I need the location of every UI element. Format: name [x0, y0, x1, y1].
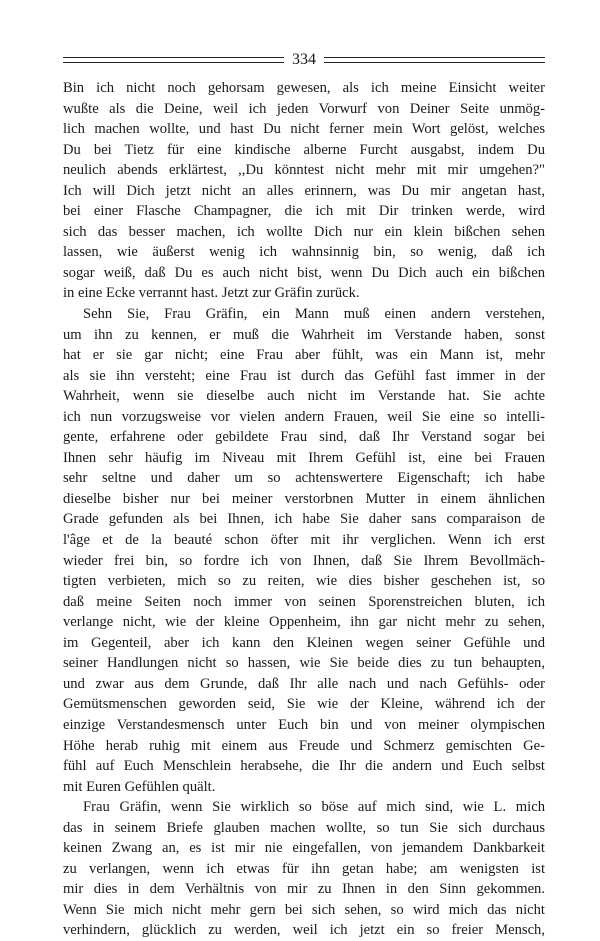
- text-line: einzige Verstandesmensch unter Euch bin und von meiner olympischen: [63, 716, 545, 733]
- text-line: gente, erfahrene oder gebildete Frau sind, daß Ihr Verstand sogar bei: [63, 429, 545, 446]
- text-line: Sehn Sie, Frau Gräfin, ein Mann muß einen andern verstehen,: [83, 306, 545, 323]
- header-rule-right: [324, 57, 545, 63]
- text-line: Frau Gräfin, wenn Sie wirklich so böse auf mich sind, wie L. mich: [83, 799, 545, 816]
- text-line: als sie ihn versteht; eine Frau ist durch das Gefühl fast immer in der: [63, 367, 545, 384]
- text-line: Gemütsmenschen geworden seid, Sie wie der Kleine, während ich der: [63, 696, 545, 713]
- text-line: in eine Ecke verrannt hast. Jetzt zur Gräfin zurück.: [63, 285, 360, 302]
- text-line: keinen Zwang an, es ist mir nie eingefallen, von jemandem Dankbarkeit: [63, 840, 545, 857]
- book-page: [63, 50, 545, 941]
- text-line: tigten verbieten, mich so zu reiten, wie dies bisher geschehen ist, so: [63, 573, 545, 590]
- text-line: sogar weiß, daß Du es auch nicht bist, wenn Du Dich auch ein bißchen: [63, 264, 545, 281]
- text-line: fühl auf Euch Menschlein herabsehe, die Ihr die andern und Euch selbst: [63, 758, 545, 775]
- text-line: mit Euren Gefühlen quält.: [63, 778, 216, 795]
- text-line: daß meine Seiten noch immer von seinen Sporenstreichen bluten, ich: [63, 593, 545, 610]
- page-header: [63, 50, 545, 70]
- text-line: wieder frei bin, so fordre ich von Ihnen, daß Sie Ihrem Bevollmäch-: [63, 552, 545, 569]
- text-line: im Gegenteil, aber ich kann den Kleinen wegen seiner Gefühle und: [63, 634, 545, 651]
- text-line: Ich will Dich jetzt nicht an alles erinnern, was Du mir angetan hast,: [63, 182, 545, 199]
- page-number: 334: [292, 51, 316, 68]
- text-line: mir dies in dem Verhältnis von mir zu Ihnen in den Sinn gekommen.: [63, 881, 545, 898]
- text-line: das in seinem Briefe glauben machen wollte, so tun Sie sich durchaus: [63, 819, 545, 836]
- text-line: Bin ich nicht noch gehorsam gewesen, als ich meine Einsicht weiter: [63, 80, 545, 96]
- text-line: wußte als die Deine, weil ich jeden Vorwurf von Deiner Seite unmög-: [63, 100, 545, 117]
- text-line: um ihn zu kennen, er muß die Wahrheit im Verstande haben, sonst: [63, 326, 545, 343]
- body-text: [63, 78, 545, 941]
- text-line: Wenn Sie mich nicht mehr gern bei sich sehen, so wird mich das nicht: [63, 901, 545, 918]
- text-line: l'âge et de la beauté schon öfter mit ihr verglichen. Wenn ich erst: [63, 532, 545, 549]
- text-line: Höhe herab ruhig mit einem aus Freude und Schmerz gemischten Ge-: [63, 737, 545, 754]
- text-line: Du bei Tietz für eine kindische alberne Furcht ausgabst, indem Du: [63, 141, 545, 158]
- text-line: sich das besser machen, ich wollte Dich nur ein klein bißchen sehen: [63, 223, 545, 240]
- text-line: seiner Handlungen nicht so hassen, wie Sie beide dies zu tun behaupten,: [63, 655, 545, 672]
- text-line: ich nun vorzugsweise vor vielen andern Frauen, weil Sie eine so intelli-: [63, 408, 545, 425]
- text-line: verhindern, glücklich zu werden, weil ich jetzt ein so freier Mensch,: [63, 922, 545, 939]
- text-line: neulich abends erklärtest, ,,Du könntest nicht mehr mit mir umgehen?": [63, 162, 545, 179]
- text-line: und zwar aus dem Grunde, daß Ihr alle nach und nach Gefühls- oder: [63, 675, 545, 692]
- text-line: lassen, wie äußerst wenig ich wahnsinnig bin, so wenig, daß ich: [63, 244, 545, 261]
- text-line: verlange nicht, wie der kleine Oppenheim, ihn gar nicht mehr zu sehen,: [63, 614, 545, 631]
- text-line: Wahrheit, wenn sie dieselbe auch nicht im Verstande hat. Sie achte: [63, 388, 545, 405]
- header-rule-left: [63, 57, 284, 63]
- text-line: sehr seltne und daher um so achtenswertere Eigenschaft; ich habe: [63, 470, 545, 487]
- text-line: zu verlangen, wenn ich etwas für ihn getan habe; am wenigsten ist: [63, 860, 545, 877]
- text-line: Ihnen sehr häufig im Niveau mit Ihrem Gefühl ist, eine bei Frauen: [63, 449, 545, 466]
- text-line: bei einer Flasche Champagner, die ich mit Dir trinken werde, wird: [63, 203, 545, 220]
- text-line: dieselbe bisher nur bei meiner verstorbnen Mutter in einem ähnlichen: [63, 490, 545, 507]
- text-line: lich machen wollte, und hast Du nicht ferner mein Wort gelöst, welches: [63, 121, 545, 138]
- text-line: hat er sie gar nicht; eine Frau aber fühlt, was ein Mann ist, mehr: [63, 347, 545, 364]
- text-line: Grade gefunden als bei Ihnen, ich habe Sie daher sans comparaison de: [63, 511, 545, 528]
